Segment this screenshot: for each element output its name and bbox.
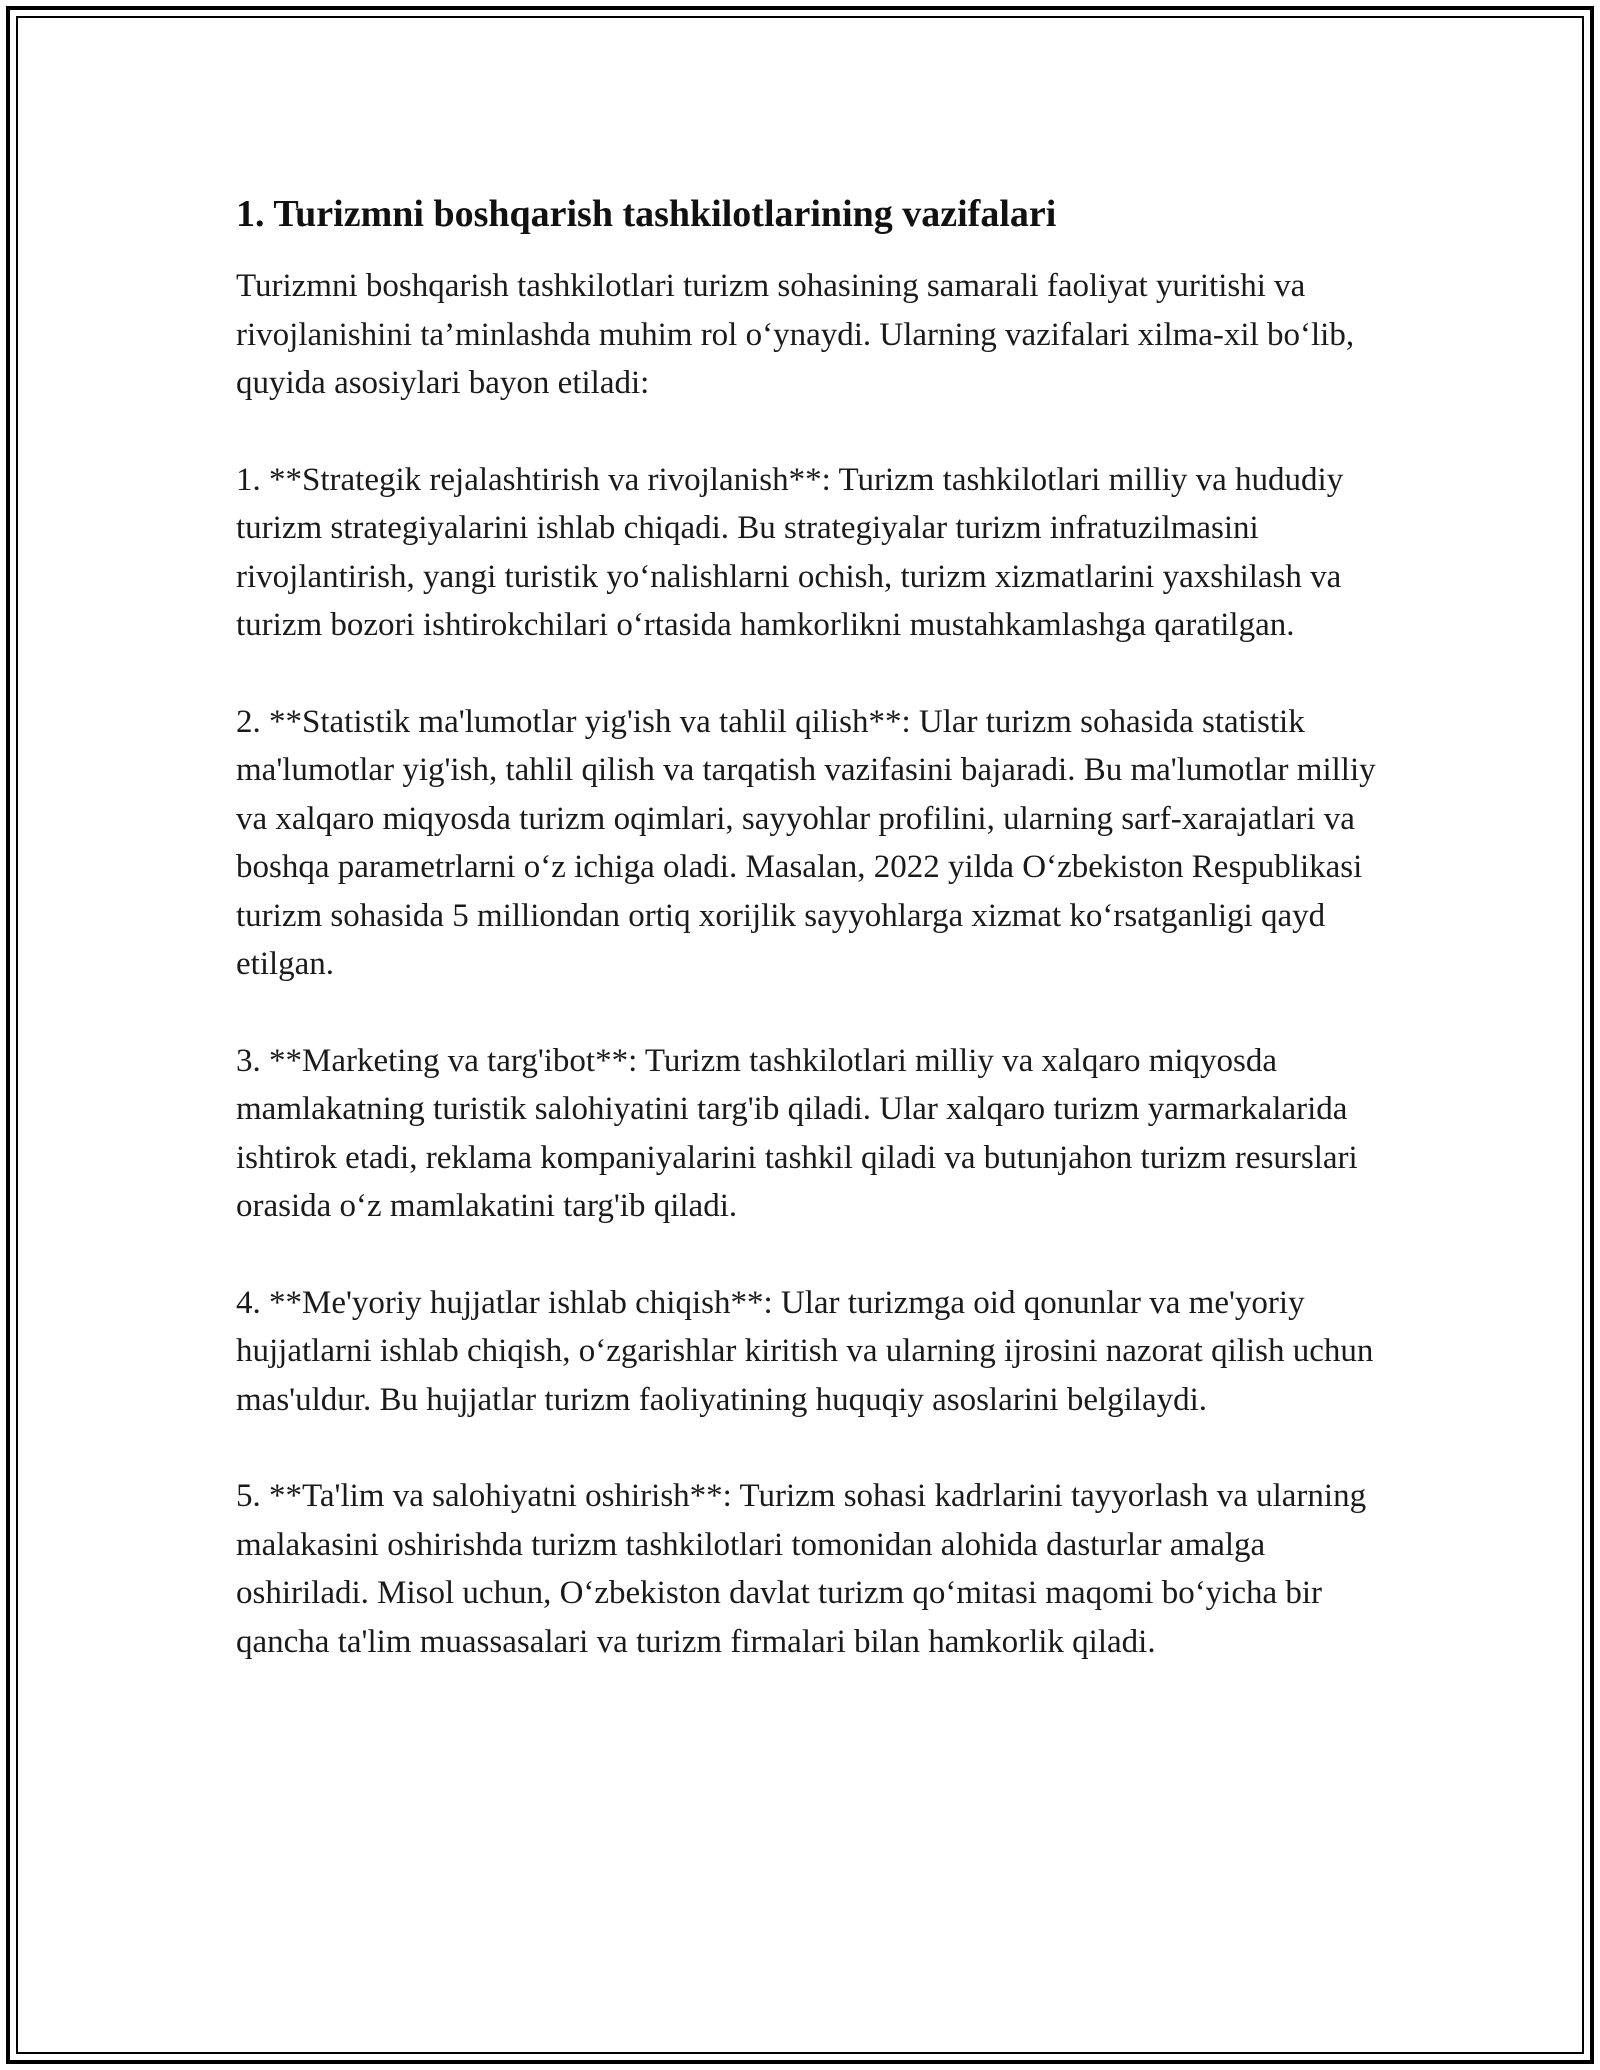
paragraph-marketing: 3. **Marketing va targ'ibot**: Turizm tashkilotlari milliy va xalqaro miqyosda mamlakatning turistik salohiyatini targ'ib qiladi. Ular xalqaro turizm yarmarkalarida ishtirok etadi, reklama kompaniyalarini tashkil qiladi va butunjahon turizm resurslari orasida o‘z mamlakatini targ'ib qiladi. <box>236 1042 1358 1224</box>
paragraph-education: 5. **Ta'lim va salohiyatni oshirish**: Turizm sohasi kadrlarini tayyorlash va ularning malakasini oshirishda turizm tashkilotlari tomonidan alohida dasturlar amalga oshiriladi. Misol uchun, O‘zbekiston davlat turizm qo‘mitasi maqomi bo‘yicha bir qancha ta'lim muassasalari va turizm firmalari bilan hamkorlik qiladi. <box>236 1478 1367 1660</box>
paragraph-regulations: 4. **Me'yoriy hujjatlar ishlab chiqish**: Ular turizmga oid qonunlar va me'yoriy hujjatlarni ishlab chiqish, o‘zgarishlar kiritish va ularning ijrosini nazorat qilish uchun mas'uldur. Bu hujjatlar turizm faoliyatining huquqiy asoslarini belgilaydi. <box>236 1284 1374 1418</box>
paragraph-statistics: 2. **Statistik ma'lumotlar yig'ish va tahlil qilish**: Ular turizm sohasida statistik ma'lumotlar yig'ish, tahlil qilish va tarqatish vazifasini bajaradi. Bu ma'lumotlar milliy va xalqaro miqyosda turizm oqimlari, sayyohlar profilini, ularning sarf-xarajatlari va boshqa parametrlarni o‘z ichiga oladi. Masalan, 2022 yilda O‘zbekiston Respublikasi turizm sohasida 5 milliondan ortiq xorijlik sayyohlarga xizmat ko‘rsatganligi qayd etilgan. <box>236 703 1376 982</box>
intro-paragraph: Turizmni boshqarish tashkilotlari turizm sohasining samarali faoliyat yuritishi va rivojlanishini ta’minlashda muhim rol o‘ynaydi. Ularning vazifalari xilma-xil bo‘lib, quyida asosiylari bayon etiladi: <box>236 268 1355 401</box>
paragraph-strategic-planning: 1. **Strategik rejalashtirish va rivojlanish**: Turizm tashkilotlari milliy va hududiy turizm strategiyalarini ishlab chiqadi. Bu strategiyalar turizm infratuzilmasini rivojlantirish, yangi turistik yo‘nalishlarni ochish, turizm xizmatlarini yaxshilash va turizm bozori ishtirokchilari o‘rtasida hamkorlikni mustahkamlashga qaratilgan. <box>236 461 1344 643</box>
section-heading: 1. Turizmni boshqarish tashkilotlarining vazifalari <box>236 193 1057 235</box>
document-body <box>236 190 1386 1714</box>
